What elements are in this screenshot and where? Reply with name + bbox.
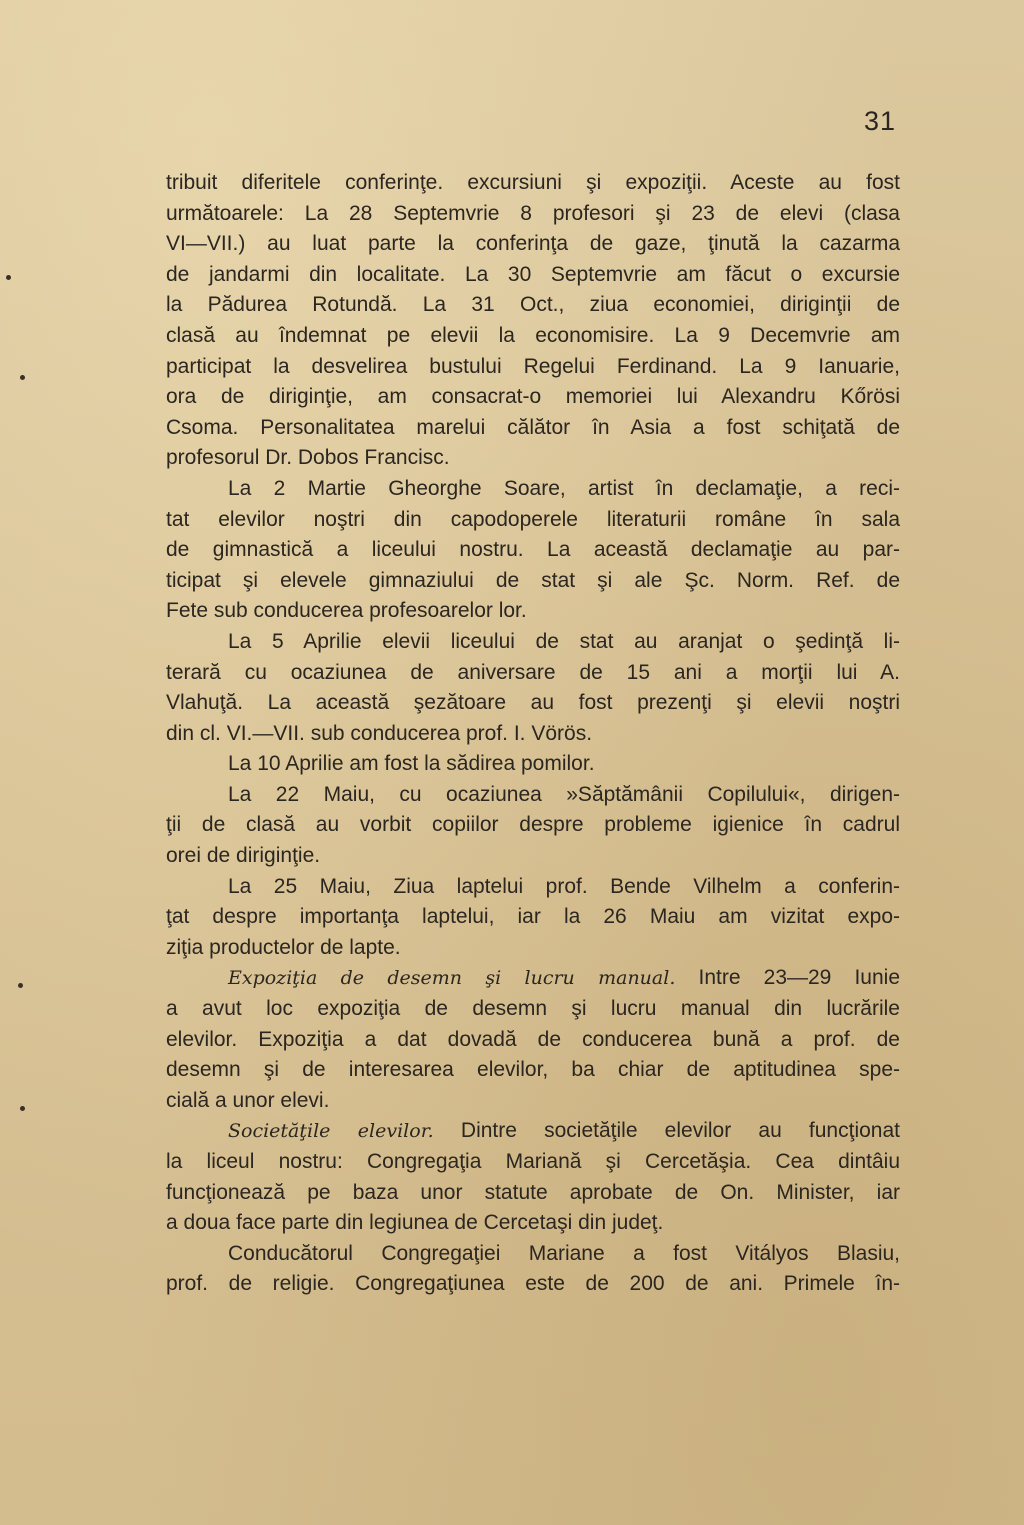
text-line: prof. de religie. Congregaţiunea este de 200 de ani. Primele în-: [166, 1272, 900, 1296]
text-line: La 5 Aprilie elevii liceului de stat au aranjat o şedinţă li-: [228, 629, 900, 653]
text-line: la Pădurea Rotundă. La 31 Oct., ziua economiei, diriginţii de: [166, 293, 900, 317]
text-line: din cl. VI.—VII. sub conducerea prof. I. Vörös.: [166, 721, 593, 745]
text-line: a doua face parte din legiunea de Cercetaşi din judeţ.: [166, 1211, 664, 1235]
text-line: Csoma. Personalitatea marelui călător în Asia a fost schiţată de: [166, 415, 900, 439]
text-line: funcţionează pe baza unor statute aprobate de On. Minister, iar: [166, 1180, 900, 1204]
text-line: ziţia productelor de lapte.: [166, 935, 401, 959]
section-heading: Expoziţia de desemn şi lucru manual.: [228, 967, 676, 990]
text-line: La 22 Maiu, cu ocaziunea »Săptămânii Copilului«, dirigen-: [228, 782, 900, 806]
text-line: tat elevilor noştri din capodoperele literaturii române în sala: [166, 507, 900, 531]
text-line: ţat despre importanţa laptelui, iar la 26 Maiu am vizitat expo-: [166, 905, 900, 929]
text-line: următoarele: La 28 Septemvrie 8 profesori şi 23 de elevi (clasa: [166, 201, 900, 225]
text-line: participat la desvelirea bustului Regelui Ferdinand. La 9 Ianuarie,: [166, 354, 900, 378]
text-line: Fete sub conducerea profesoarelor lor.: [166, 599, 527, 623]
text-line: profesorul Dr. Dobos Francisc.: [166, 446, 450, 470]
margin-mark: [20, 375, 25, 380]
body-text: [166, 168, 900, 1300]
line-text: Intre 23—29 Iunie: [675, 966, 901, 990]
text-line: Conducătorul Congregaţiei Mariane a fost Vitályos Blasiu,: [228, 1241, 900, 1265]
margin-mark: [18, 983, 23, 988]
text-line: ora de diriginţie, am consacrat-o memoriei lui Alexandru Kőrösi: [166, 385, 900, 409]
margin-mark: [20, 1106, 25, 1111]
text-line: terară cu ocaziunea de aniversare de 15 ani a morţii lui A.: [166, 660, 900, 684]
section-heading: Societăţile elevilor.: [228, 1120, 434, 1143]
text-line: de jandarmi din localitate. La 30 Septemvrie am făcut o excursie: [166, 262, 900, 286]
text-line: [166, 1116, 900, 1147]
text-line: La 25 Maiu, Ziua laptelui prof. Bende Vilhelm a conferin-: [228, 874, 900, 898]
text-line: elevilor. Expoziţia a dat dovadă de conducerea bună a prof. de: [166, 1027, 900, 1051]
text-line: de gimnastică a liceului nostru. La această declamaţie au par-: [166, 538, 900, 562]
text-line: la liceul nostru: Congregaţia Mariană şi Cercetăşia. Cea dintâiu: [166, 1150, 900, 1173]
text-line: Vlahuţă. La această şezătoare au fost prezenţi şi elevii noştri: [166, 691, 900, 715]
page-number: 31: [864, 106, 897, 136]
text-line: La 2 Martie Gheorghe Soare, artist în declamaţie, a reci-: [228, 476, 900, 500]
text-line: a avut loc expoziţia de desemn şi lucru manual din lucrările: [166, 997, 900, 1021]
text-line: VI—VII.) au luat parte la conferinţa de gaze, ţinută la cazarma: [166, 232, 900, 256]
text-line: [166, 963, 900, 994]
margin-mark: [6, 275, 11, 280]
text-line: orei de diriginţie.: [166, 844, 321, 868]
text-line: tribuit diferitele conferinţe. excursiuni şi expoziţii. Aceste au fost: [166, 171, 900, 194]
text-line: clasă au îndemnat pe elevii la economisire. La 9 Decemvrie am: [166, 323, 900, 347]
text-line: desemn şi de interesarea elevilor, ba chiar de aptitudinea spe-: [166, 1058, 900, 1082]
text-line: La 10 Aprilie am fost la sădirea pomilor.: [228, 752, 595, 776]
line-text: Dintre societăţile elevilor au funcţionat: [433, 1119, 900, 1143]
text-line: ticipat şi elevele gimnaziului de stat şi ale Şc. Norm. Ref. de: [166, 568, 900, 592]
text-line: cială a unor elevi.: [166, 1088, 330, 1112]
text-line: ţii de clasă au vorbit copiilor despre probleme igienice în cadrul: [166, 813, 900, 837]
